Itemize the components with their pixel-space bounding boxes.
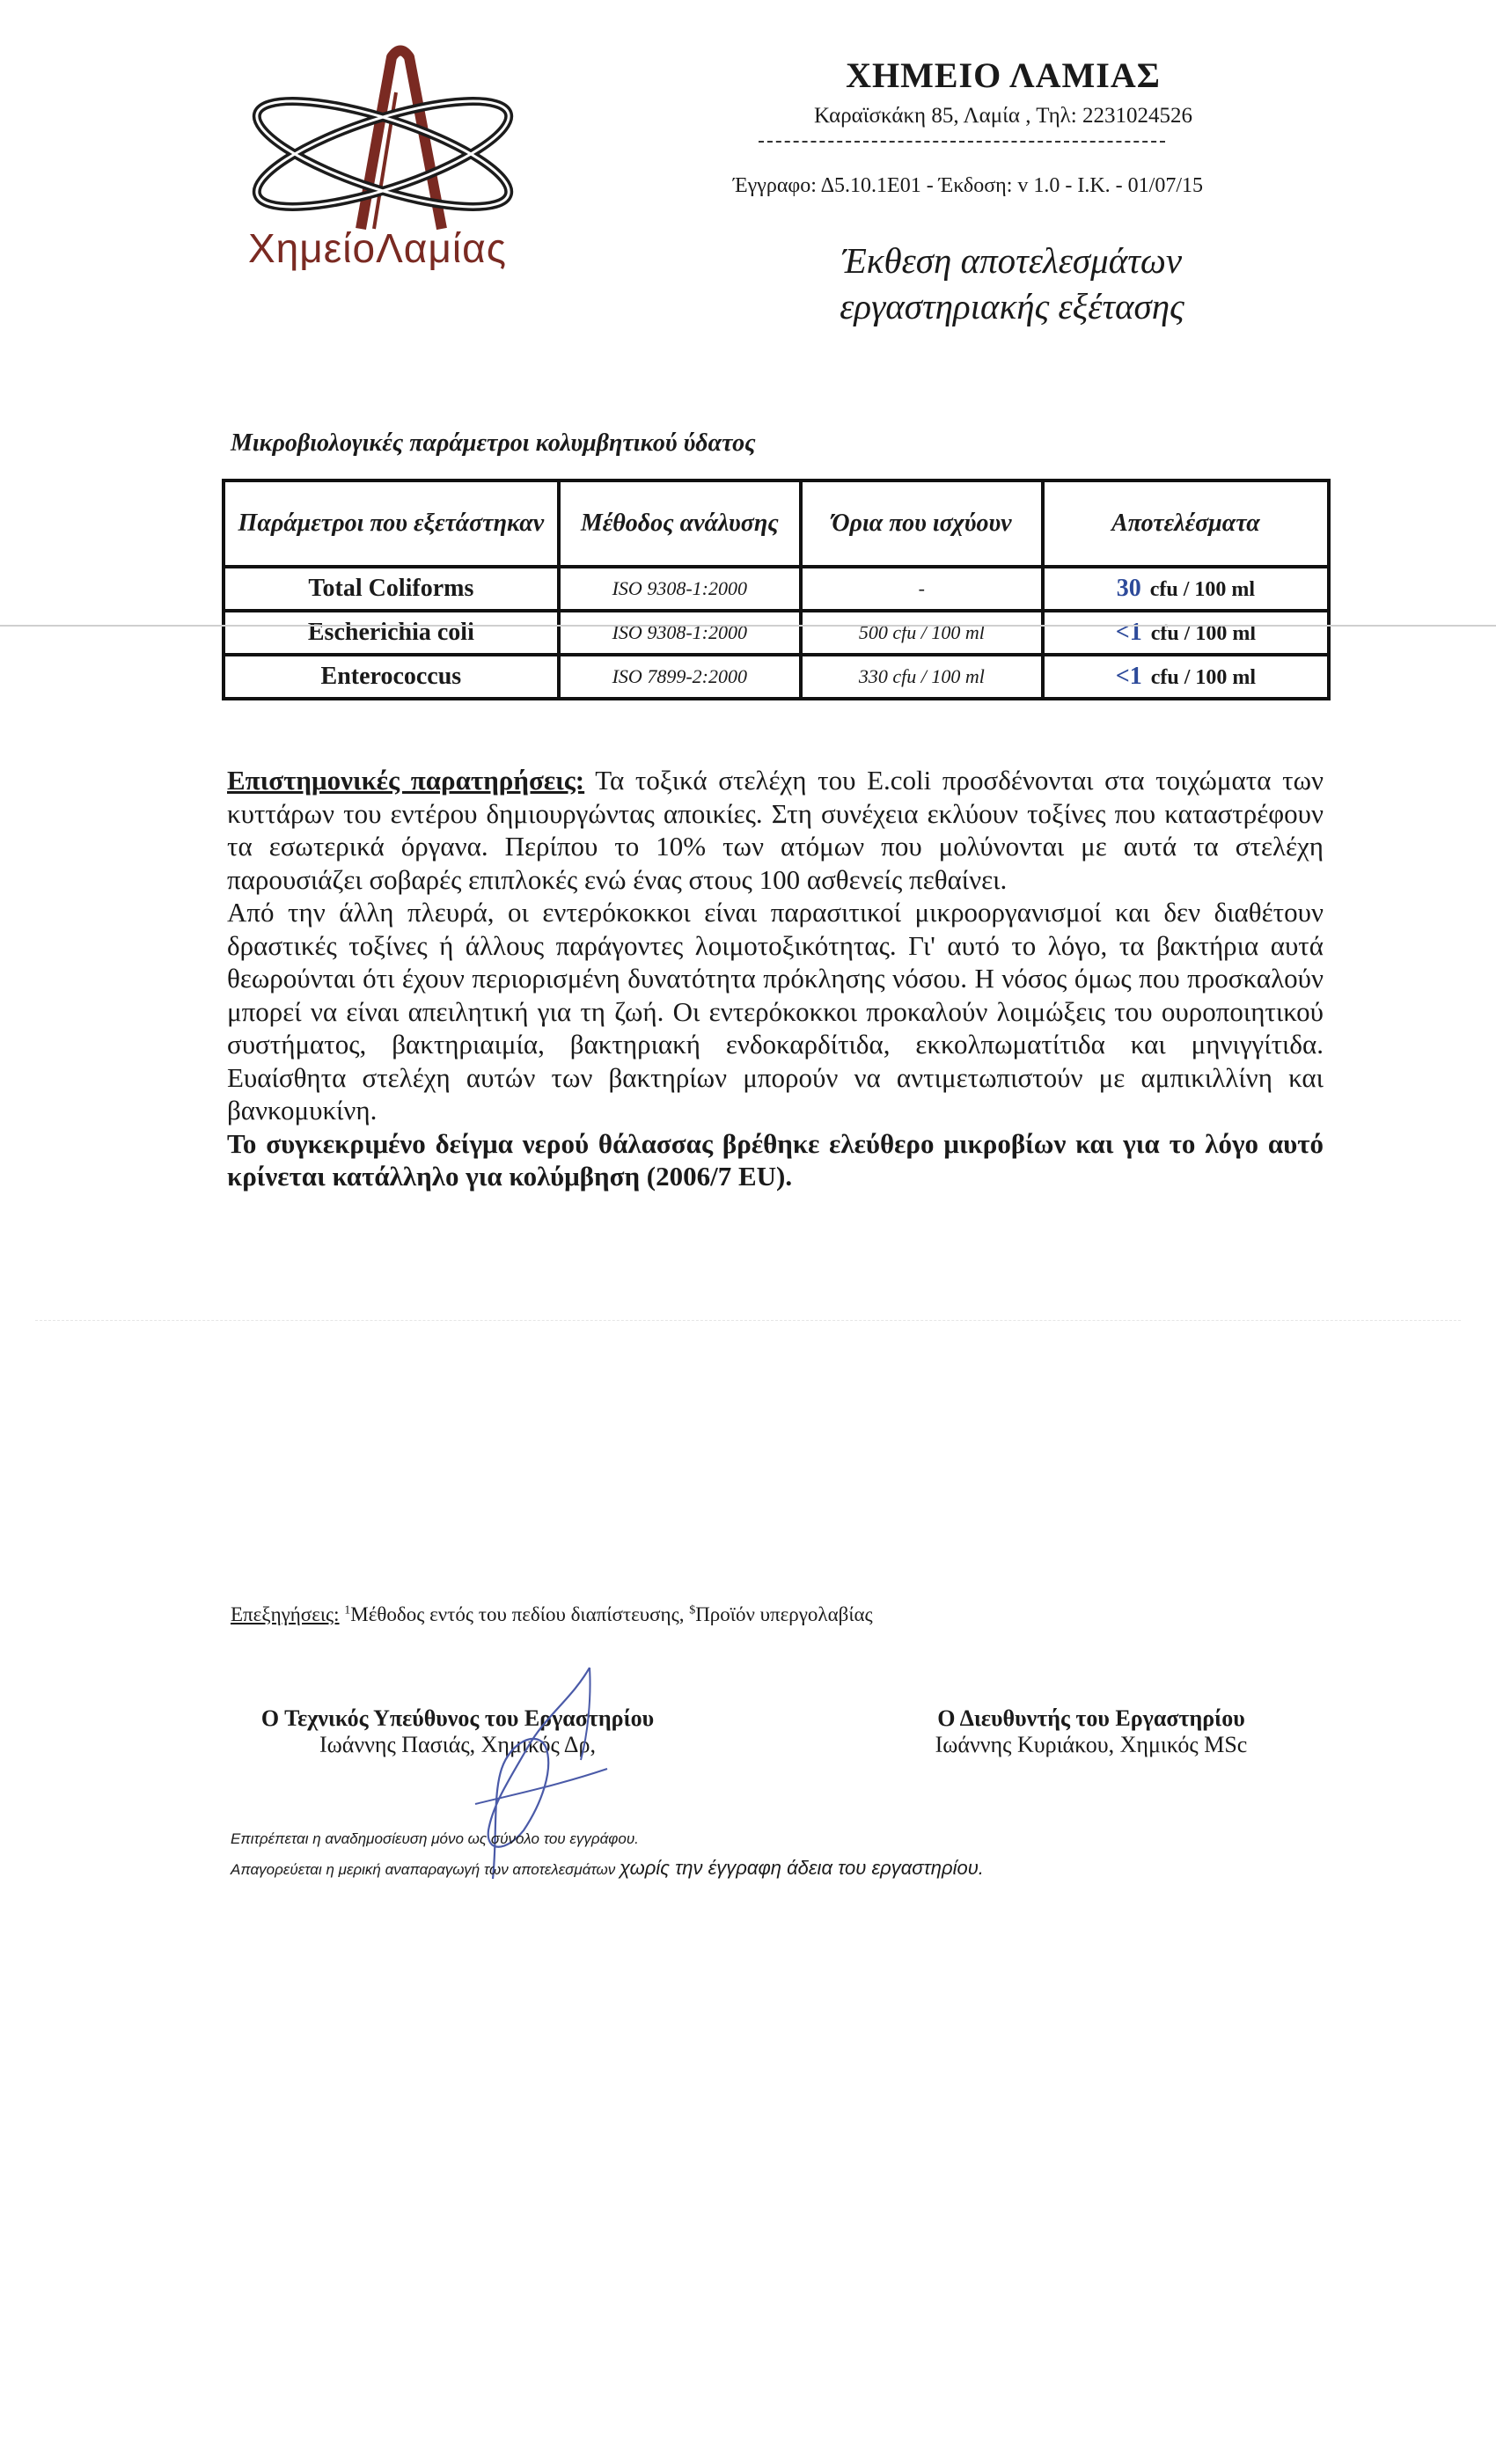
result-value: <1 [1115,663,1142,690]
limit-cell: 500 cfu / 100 ml [801,611,1043,655]
observations-text-enterococcus: Από την άλλη πλευρά, οι εντερόκοκκοι είναι παρασιτικοί μικροοργανισμοί και δεν διαθέτουν δραστικές τοξίνες ή άλλους παράγοντες λοιμοτοξικότητας. Γι' αυτό το λόγο, τα βακτήρια αυτά θεωρούνται ότι έχουν περιορισμένη δυνατότητα πρόκλησης νόσου. Η νόσος όμως που προσκαλούν μπορεί να είναι απειλητική για τη ζωή. Οι εντερόκοκκοι προκαλούν λοιμώξεις του ουροποιητικού συστήματος, βακτηριαιμία, βακτηριακή ενδοκαρδίτιδα, εκκολπωματίτιδα και μηνιγγίτιδα. Ευαίσθητα στελέχη αυτών των βακτηρίων μπορούν να αντιμετωπιστούν με αμπικιλλίνη και βανκομυκίνη. [227,897,1324,1126]
explanations-label: Επεξηγήσεις: [231,1603,340,1625]
lab-address: Καραϊσκάκη 85, Λαμία , Τηλ: 2231024526 [813,104,1192,128]
logo-wordmark-part1: Χημείο [248,225,377,271]
scientific-observations [227,764,1324,1193]
footnote-mark-2: $ [689,1603,696,1617]
observations-label: Επιστημονικές παρατηρήσεις: [227,765,585,796]
column-header: Αποτελέσματα [1043,480,1329,567]
logo-wordmark [248,224,507,272]
footnote-mark-1: 1 [344,1603,351,1617]
results-table [222,479,1331,700]
parameter-cell: Total Coliforms [224,567,559,611]
method-cell: ISO 9308-1:2000 [559,611,801,655]
limit-cell: - [801,567,1043,611]
limit-cell: 330 cfu / 100 ml [801,655,1043,699]
observations-text-ecoli: Τα τοξικά στελέχη του E.coli προσδένονται στα τοιχώματα των κυττάρων του εντέρου δημιουργώντας αποικίες. Στη συνέχεια εκλύουν τοξίνες που καταστρέφουν τα εσωτερικά όργανα. Περίπου το 10% των ατόμων που μολύνονται με αυτά τα στελέχη παρουσιάζει σοβαρές επιπλοκές ενώ ένας στους 100 ασθενείς πεθαίνει. [227,765,1324,895]
method-cell: ISO 9308-1:2000 [559,567,801,611]
technical-manager-name: Ιωάννης Πασιάς, Χημικός Δρ, [319,1732,597,1757]
lab-name: ΧΗΜΕΙΟ ΛΑΜΙΑΣ [846,55,1161,95]
table-header-row [224,480,1329,567]
handwritten-signature [458,1663,634,1883]
result-value: 30 [1116,575,1141,602]
method-cell: ISO 7899-2:2000 [559,655,801,699]
director-name: Ιωάννης Κυριάκου, Χημικός MSc [935,1732,1248,1757]
result-unit: cfu / 100 ml [1150,622,1257,645]
director-role: Ο Διευθυντής του Εργαστηρίου [937,1705,1245,1731]
result-unit: cfu / 100 ml [1149,578,1256,601]
explanations [231,1603,873,1626]
table-row [224,567,1329,611]
logo-wordmark-part2: Λαμίας [376,225,507,271]
reproduction-note-part2: χωρίς την έγγραφη άδεια του εργαστηρίου. [620,1857,984,1879]
technical-manager-role: Ο Τεχνικός Υπεύθυνος του Εργαστηρίου [260,1705,655,1731]
reproduction-note [231,1857,984,1880]
report-title-line2: εργαστηριακής εξέτασης [840,286,1184,326]
scan-artifact-line [0,625,1496,627]
column-header: Όρια που ισχύουν [801,480,1043,567]
result-unit: cfu / 100 ml [1150,666,1257,689]
director-signature-block [889,1705,1294,1758]
table-row [224,655,1329,699]
explanation-accredited: Μέθοδος εντός του πεδίου διαπίστευσης, [350,1603,690,1625]
scan-artifact-line [35,1320,1461,1321]
section-title: Μικροβιολογικές παράμετροι κολυμβητικού ύδατος [231,429,756,457]
result-cell [1043,567,1329,611]
republication-note: Επιτρέπεται η αναδημοσίευση μόνο ως σύνολο του εγγράφου. [231,1830,639,1847]
result-value: <1 [1115,619,1142,646]
observations-conclusion: Το συγκεκριμένο δείγμα νερού θάλασσας βρέθηκε ελεύθερο μικροβίων και για το λόγο αυτό κρίνεται κατάλληλο για κολύμβηση (2006/7 EU). [227,1127,1324,1192]
column-header: Μέθοδος ανάλυσης [559,480,801,567]
column-header: Παράμετροι που εξετάστηκαν [224,480,559,567]
parameter-cell: Escherichia coli [224,611,559,655]
parameter-cell: Enterococcus [224,655,559,699]
report-title-line1: Έκθεση αποτελεσμάτων [841,240,1183,281]
result-cell [1043,611,1329,655]
explanation-subcontract: Προϊόν υπεργολαβίας [695,1603,873,1625]
report-title [730,238,1294,329]
result-cell [1043,655,1329,699]
reproduction-note-part1: Απαγορεύεται η μερική αναπαραγωγή των αποτελεσμάτων [231,1861,620,1878]
table-row [224,611,1329,655]
header-divider [759,141,1165,143]
document-id: Έγγραφο: Δ5.10.1Ε01 - Έκδοση: v 1.0 - Ι.Κ. - 01/07/15 [732,174,1204,197]
